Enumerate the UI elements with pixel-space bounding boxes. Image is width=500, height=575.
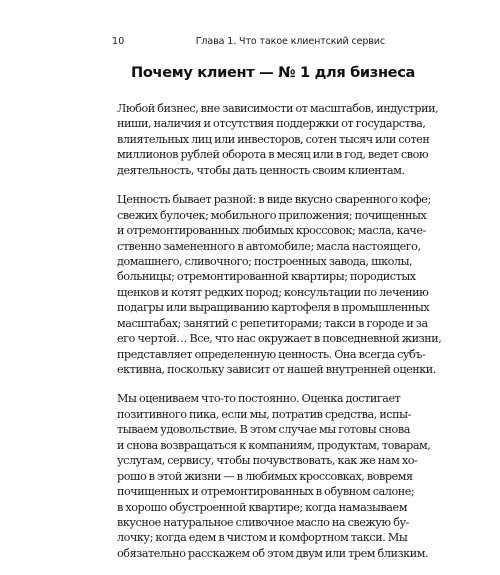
text-line: Мы оцениваем что-то постоянно. Оценка достигает: [117, 392, 401, 406]
section-heading: Почему клиент — № 1 для бизнеса: [131, 64, 416, 81]
text-line: почищенных и отремонтированных в обувном салоне;: [117, 485, 415, 499]
text-line: деятельность, чтобы дать ценность своим клиентам.: [117, 163, 405, 177]
text-line: Любой бизнес, вне зависимости от масштабов, индустрии,: [117, 102, 439, 115]
text-line: Ценность бывает разной: в виде вкусно сваренного кофе;: [117, 193, 431, 207]
running-header: Глава 1. Что такое клиентский сервис: [195, 36, 385, 47]
paragraph-3: [117, 391, 431, 561]
text-line: ниши, наличия и отсутствия поддержки от государства,: [117, 117, 426, 131]
text-line: влиятельных лиц или инвесторов, сотен тысяч или сотен: [117, 132, 430, 146]
text-line: вкусное натуральное сливочное масло на свежую бу-: [117, 515, 409, 529]
text-line: и снова возвращаться к компаниям, продуктам, товарам,: [117, 438, 431, 452]
text-line: больницы; отремонтированной квартиры; породистых: [117, 270, 416, 284]
text-line: позитивного пика, если мы, потратив средства, испы-: [117, 407, 411, 421]
text-line: лочку; когда едем в чистом и комфортном такси. Мы: [117, 531, 408, 545]
text-line: масштабах; занятий с репетиторами; такси в городе и за: [117, 316, 428, 330]
body-text: [117, 101, 442, 575]
text-line: свежих булочек; мобильного приложения; почищенных: [117, 208, 427, 222]
text-line: и отремонтированных любимых кроссовок; масла, каче-: [117, 224, 426, 238]
paragraph-1: [117, 101, 439, 178]
text-line: представляет определенную ценность. Она всегда субъ-: [117, 347, 426, 361]
text-line: подагры или выращиванию картофеля в промышленных: [117, 301, 430, 315]
text-line: обязательно расскажем об этом двум или трем близким.: [117, 546, 429, 560]
text-line: рошо в этой жизни — в любимых кроссовках, вовремя: [117, 469, 413, 483]
text-line: его чертой… Все, что нас окружает в повседневной жизни,: [117, 332, 442, 346]
text-line: ективна, поскольку зависит от нашей внутренней оценки.: [117, 363, 436, 376]
text-line: в хорошо обустроенной квартире; когда намазываем: [117, 500, 407, 514]
text-line: домашнего, сливочного; построенных завода, школы,: [117, 254, 413, 268]
text-line: миллионов рублей оборота в месяц или в год, ведет свою: [117, 148, 429, 162]
page-number: 10: [112, 36, 125, 47]
text-line: тываем удовольствие. В этом случае мы готовы снова: [117, 423, 410, 437]
text-line: услугам, сервису, чтобы почувствовать, как же нам хо-: [117, 454, 418, 468]
paragraph-2: [117, 192, 442, 377]
text-line: щенков и котят редких пород; консультации по лечению: [117, 285, 429, 299]
text-line: ственно замененного в автомобиле; масла настоящего,: [117, 239, 421, 253]
